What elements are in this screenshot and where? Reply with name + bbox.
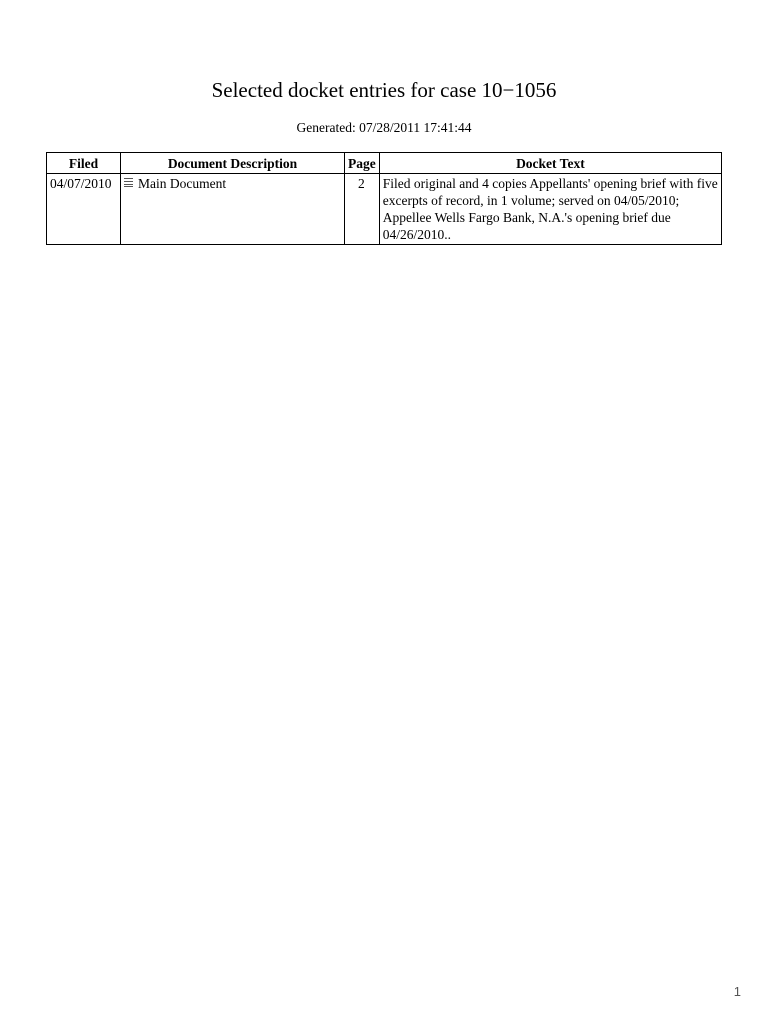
generated-timestamp: Generated: 07/28/2011 17:41:44 — [296, 120, 472, 135]
table-row — [47, 174, 722, 245]
page-title: Selected docket entries for case 10−1056 — [211, 78, 557, 102]
cell-filed-date: 04/07/2010 — [47, 174, 121, 245]
docket-table — [46, 152, 722, 245]
page-number: 1 — [733, 984, 741, 999]
cell-docket-text: Filed original and 4 copies Appellants' opening brief with five excerpts of record, in 1 volume; served on 04/05/2010; Appellee Wells Fargo Bank, N.A.'s opening brief due 04/26/2010.. — [379, 174, 721, 245]
cell-document-description[interactable] — [121, 174, 345, 245]
header-filed: Filed — [47, 153, 121, 174]
document-link[interactable]: Main Document — [138, 176, 227, 191]
header-page: Page — [345, 153, 380, 174]
document-lines-icon[interactable] — [124, 178, 133, 187]
header-docket-text: Docket Text — [379, 153, 721, 174]
table-header-row — [47, 153, 722, 174]
cell-page: 2 — [345, 174, 380, 245]
header-document-description: Document Description — [121, 153, 345, 174]
